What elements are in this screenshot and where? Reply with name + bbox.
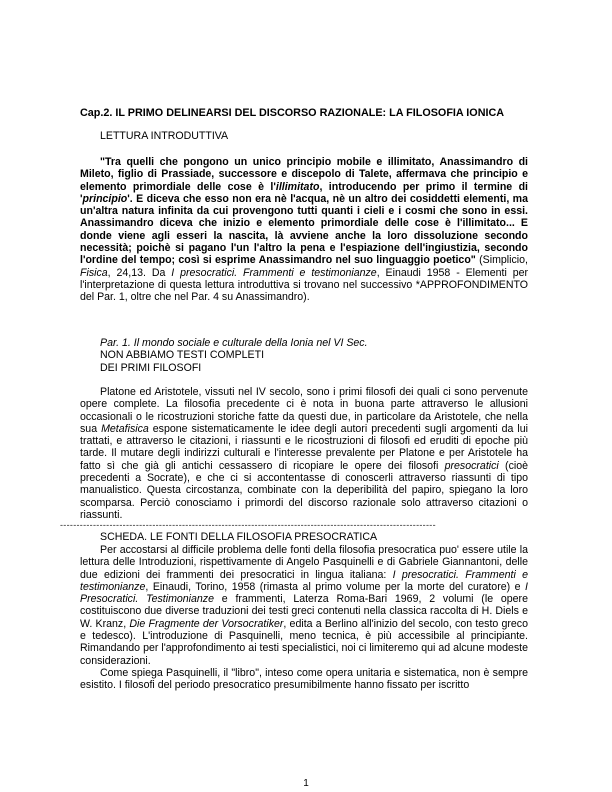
paragraph-title: Par. 1. Il mondo sociale e culturale della Ionia nel VI Sec. [100,337,368,349]
body1-text-a: Platone ed Aristotele, vissuti nel IV secolo, sono i primi filosofi dei quali ci sono pervenute opere complete. La filosofia precedente ci è nota in buona parte attraverso le allusioni occasionali o le ricostruzioni storiche fatte da questi due, in particolare da Aristotele, che nella sua [80,386,528,435]
separator-line: ------------------------------------------------------------------------------------------------------------------ [60,520,436,530]
scheda-body [80,544,528,692]
body-paragraph-1 [80,386,528,521]
subheading-1: NON ABBIAMO TESTI COMPLETI [100,349,265,362]
body1-text-c: (cioè precedenti a Socrate), e che ci si accontentasse di conoscerli attraverso riassunti di tipo manualistico. Questa circostanza, combinate con la deperibilità del papiro, spiegano la loro scomparsa. Perciò conosciamo i primordi del discorso razionale solo attraverso citazioni o riassunti. [80,459,529,521]
quote-citation-book: I presocratici. Frammenti e testimonianze [171,266,377,279]
body-paragraph-3: Come spiega Pasquinelli, il "libro", inteso come opera unitaria e sistematica, non è sempre esistito. I filosofi del periodo presocratico presumibilmente hanno fissato per iscritto [80,666,528,692]
body1-presocratici: presocratici [444,459,499,472]
section-heading-block [80,337,528,374]
quote-citation-fisica: Fisica [80,266,108,279]
body2-title-1: I presocratici. Frammenti e testimonianze [80,568,528,593]
chapter-heading: Cap.2. IL PRIMO DELINEARSI DEL DISCORSO RAZIONALE: LA FILOSOFIA IONICA [80,107,505,119]
body1-metafisica: Metafisica [101,422,149,435]
quote-citation-3: , Einaudi 1958 - Elementi per l'interpretazione di questa lettura introduttiva si trovano nel successivo *APPROFONDIMENTO del Par. 1, oltre che nel Par. 4 su Anassimandro). [80,266,528,304]
quote-text-1: "Tra quelli che pongono un unico principio mobile e illimitato, Anassimandro di Mileto, figlio di Prassiade, successore e discepolo di Talete, affermava che principio e elemento primordiale delle cose è l' [80,156,528,193]
page-number: 1 [303,778,309,789]
subheading-2: DEI PRIMI FILOSOFI [100,361,202,374]
quote-principio: principio [82,192,128,205]
body-paragraph-2 [80,544,528,667]
quote-illimitato: illimitato [275,180,320,193]
body2-text-d: , edita a Berlino all'inizio del secolo, con testo greco e tedesco). L'introduzione di Pasquinelli, meno tecnica, è più accessibile al principiante. Rimandando per l'approfondimento ai testi specialistici, noi ci limiteremo qui ad alcune modeste considerazioni. [80,617,528,667]
body2-text-b: , Einaudi, Torino, 1958 (rimasta al primo volume per la morte del curatore) e [145,580,526,593]
body1-text-b: espone sistematicamente le idee degli autori precedenti sugli argomenti da lui trattati, e attraverso le citazioni, i riassunti e le ricostruzioni di filosofi ed eruditi di epoche più tarde. Il mutare degli indirizzi culturali e l'interesse prevalente per Platone e per Aristotele ha fatto sì che già gli antichi cessassero di ricopiare le opere dei filosofi [80,422,528,472]
intro-label: LETTURA INTRODUTTIVA [100,130,229,142]
quote-text-2: , introducendo per primo il termine di ' [80,180,528,205]
quote-citation-1: (Simplicio, [475,254,528,267]
body2-title-3: Die Fragmente der Vorsocratiker [129,617,284,630]
quote-text-3: '. E diceva che esso non era nè l'acqua, nè un altro dei cosiddetti elementi, ma un'altra natura infinita da cui provengono tutti quanti i cieli e i cosmi che sono in essi. Anassimandro diceva che inizio e elemento primordiale delle cose è l'illimitato... E donde viene agli esseri la nascita, là avviene anche la loro dissoluzione secondo necessità; poichè si pagano l'un l'altro la pena e l'espiazione dell'ingiustizia, secondo l'ordine del tempo; così si esprime Anassimandro nel suo linguaggio poetico" [80,192,528,267]
body2-text-c: e frammenti, Laterza Roma-Bari 1969, 2 volumi (le opere costituiscono due diverse traduzioni dei testi greci contenuti nella classica raccolta di H. Diels e W. Kranz, [80,593,528,630]
body2-title-2: I Presocratici. Testimonianze [80,580,528,606]
quote-citation-2: , 24,13. Da [107,266,172,279]
scheda-title: SCHEDA. LE FONTI DELLA FILOSOFIA PRESOCRATICA [100,531,378,543]
intro-quote-paragraph [80,156,528,304]
body2-text-a: Per accostarsi al difficile problema delle fonti della filosofia presocratica puo' essere utile la lettura delle Introduzioni, rispettivamente di Angelo Pasquinelli e di Gabriele Giannantoni, delle due edizioni dei frammenti dei presocratici in lingua italiana: [80,544,528,581]
